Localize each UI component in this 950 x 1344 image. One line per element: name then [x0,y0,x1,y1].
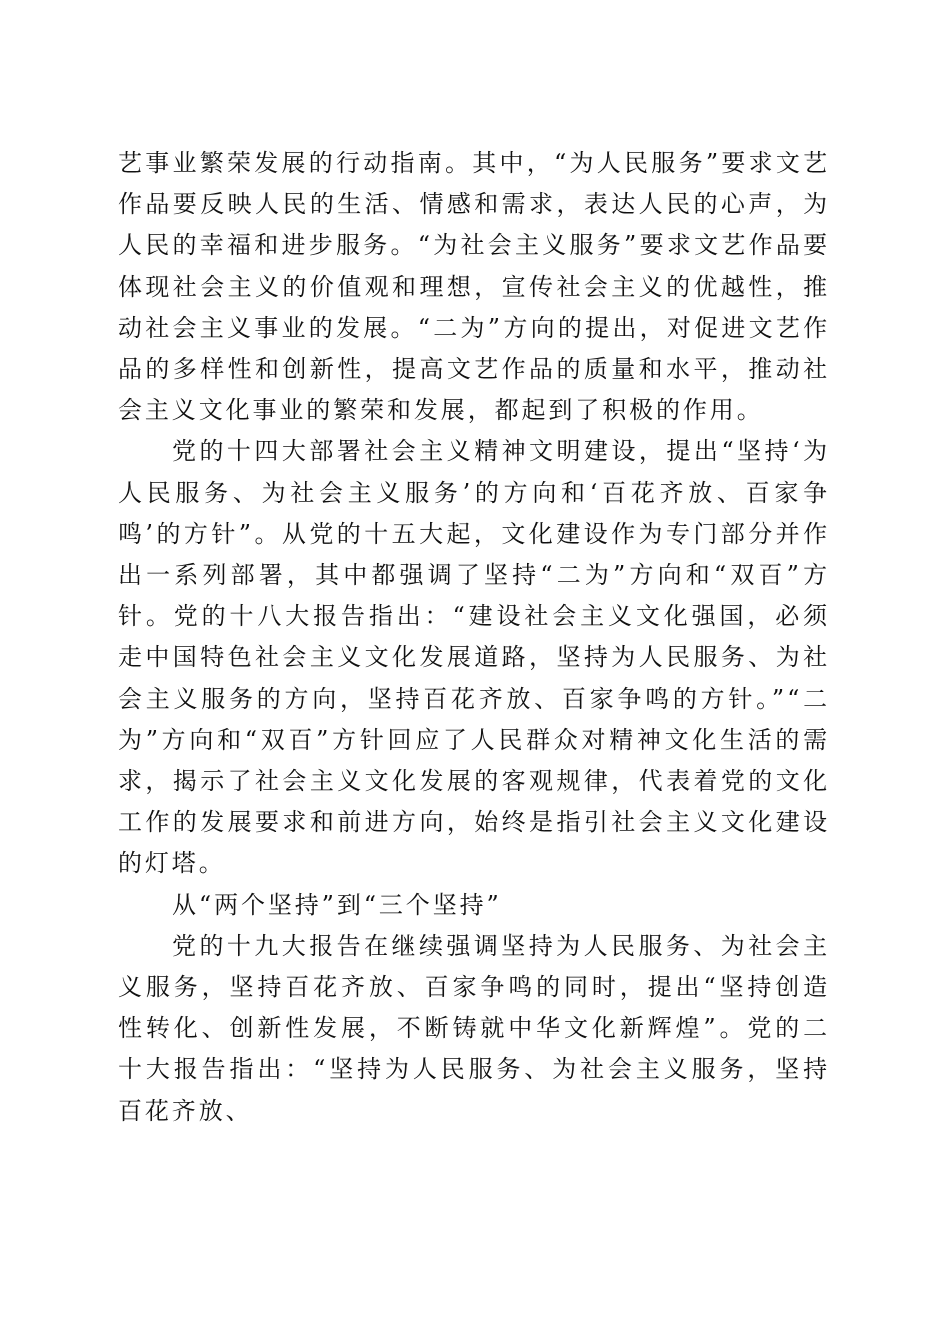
section-heading: 从“两个坚持”到“三个坚持” [172,890,502,919]
paragraph-nineteenth-congress: 党的十九大报告在继续强调坚持为人民服务、为社会主义服务，坚持百花齐放、百家争鸣的同时，提出“坚持创造性转化、创新性发展，不断铸就中华文化新辉煌”。党的二十大报告指出：“坚持为人民服务、为社会主义服务，坚持百花齐放、 [118,931,830,1125]
paragraph-continuation: 艺事业繁荣发展的行动指南。其中，“为人民服务”要求文艺作品要反映人民的生活、情感和需求，表达人民的心声，为人民的幸福和进步服务。“为社会主义服务”要求文艺作品要体现社会主义的价值观和理想，宣传社会主义的优越性，推动社会主义事业的发展。“二为”方向的提出，对促进文艺作品的多样性和创新性，提高文艺作品的质量和水平，推动社会主义文化事业的繁荣和发展，都起到了积极的作用。 [118,149,830,425]
paragraph-fourteenth-congress: 党的十四大部署社会主义精神文明建设，提出“坚持‘为人民服务、为社会主义服务’的方向和‘百花齐放、百家争鸣’的方针”。从党的十五大起，文化建设作为专门部分并作出一系列部署，其中都强调了坚持“二为”方向和“双百”方针。党的十八大报告指出：“建设社会主义文化强国，必须走中国特色社会主义文化发展道路，坚持为人民服务、为社会主义服务的方向，坚持百花齐放、百家争鸣的方针。”“二为”方向和“双百”方针回应了人民群众对精神文化生活的需求，揭示了社会主义文化发展的客观规律，代表着党的文化工作的发展要求和前进方向，始终是指引社会主义文化建设的灯塔。 [118,437,830,878]
document-body [118,143,830,1132]
